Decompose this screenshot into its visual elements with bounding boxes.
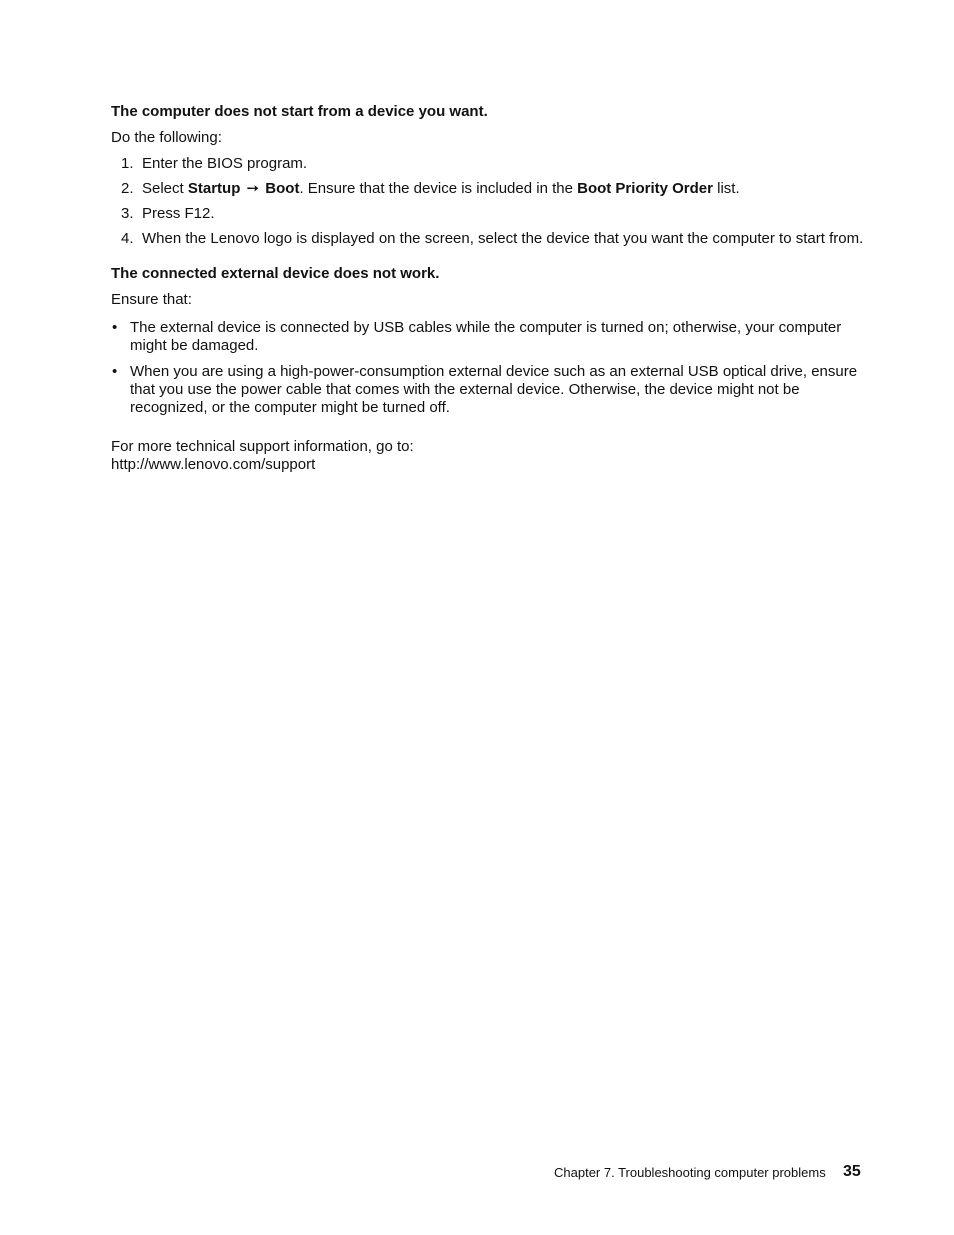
menu-startup-label: Startup	[187, 180, 241, 197]
menu-boot-label: Boot	[265, 180, 300, 197]
page-content	[111, 103, 871, 474]
bullet-text: When you are using a high-power-consumption external device such as an external USB optical drive, ensure that you use the power cable that comes with the external device. Otherwise, the device might not be recognized, or the computer might be turned off.	[130, 363, 858, 416]
list-item	[111, 205, 871, 223]
step-text: Enter the BIOS program.	[142, 155, 308, 172]
section-intro: Do the following:	[111, 129, 222, 146]
step-number: 2.	[121, 180, 134, 197]
step-text-mid: . Ensure that the device is included in the	[299, 180, 578, 197]
section-heading-device-start: The computer does not start from a device you want.	[111, 103, 488, 120]
bullet-icon: •	[112, 319, 118, 336]
support-info	[111, 438, 871, 474]
boot-priority-order-label: Boot Priority Order	[577, 180, 713, 197]
list-item	[111, 180, 871, 198]
bullet-list	[111, 319, 871, 417]
support-text: For more technical support information, go to:	[111, 438, 414, 455]
list-item	[111, 230, 871, 248]
section-heading-external-device: The connected external device does not work.	[111, 265, 440, 282]
step-number: 4.	[121, 230, 134, 247]
page-number: 35	[843, 1163, 861, 1180]
footer-chapter-title: Chapter 7. Troubleshooting computer problems	[554, 1165, 826, 1180]
step-text: When the Lenovo logo is displayed on the screen, select the device that you want the computer to start from.	[142, 230, 864, 247]
bullet-text: The external device is connected by USB cables while the computer is turned on; otherwise, your computer might be damaged.	[130, 319, 842, 354]
step-text-post: list.	[712, 180, 740, 197]
steps-list	[111, 155, 871, 248]
list-item	[111, 155, 871, 173]
step-number: 1.	[121, 155, 134, 172]
step-text-pre: Select	[142, 180, 188, 197]
bullet-icon: •	[112, 363, 118, 380]
section-intro: Ensure that:	[111, 291, 192, 308]
list-item	[111, 363, 871, 417]
support-link[interactable]: http://www.lenovo.com/support	[111, 456, 316, 473]
list-item	[111, 319, 871, 355]
arrow-icon: ➙	[246, 180, 260, 197]
step-text: Press F12.	[142, 205, 215, 222]
step-number: 3.	[121, 205, 134, 222]
